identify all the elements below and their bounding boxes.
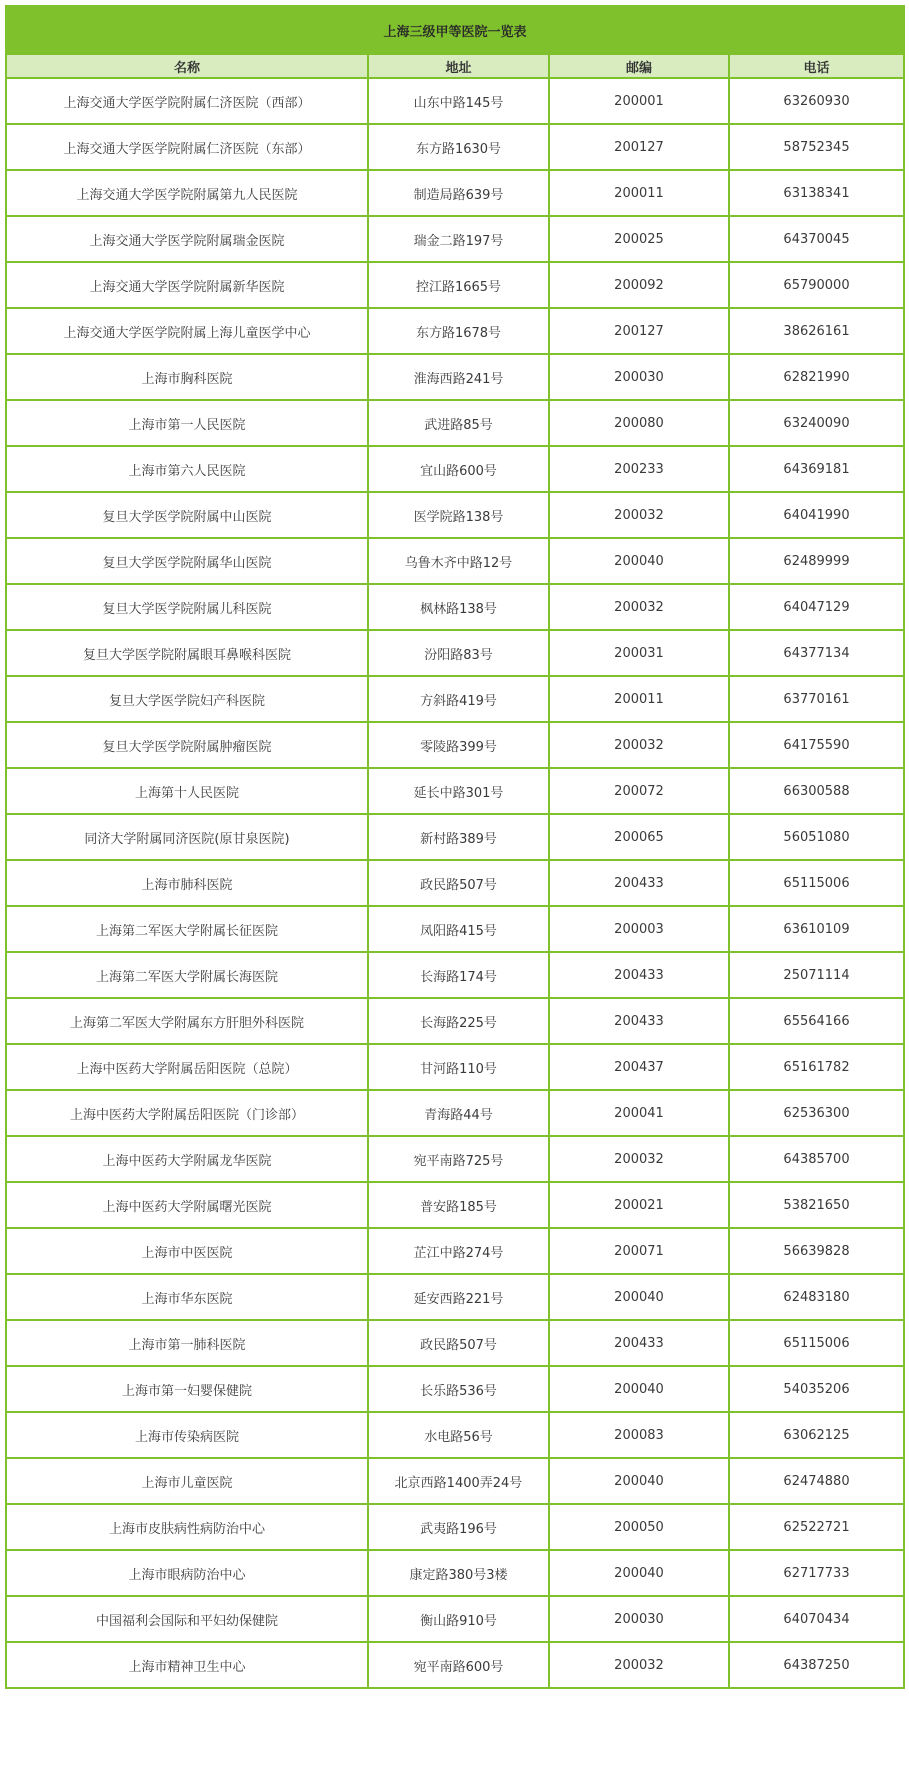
- cell-address: 衡山路910号: [368, 1596, 549, 1642]
- cell-postcode: 200233: [549, 446, 729, 492]
- table-title: 上海三级甲等医院一览表: [6, 6, 904, 54]
- table-row: [6, 1366, 904, 1412]
- cell-phone: 62483180: [729, 1274, 904, 1320]
- cell-name: 复旦大学医学院附属儿科医院: [6, 584, 368, 630]
- table-row: [6, 1136, 904, 1182]
- cell-address: 制造局路639号: [368, 170, 549, 216]
- cell-address: 宛平南路725号: [368, 1136, 549, 1182]
- header-row: [6, 54, 904, 78]
- cell-phone: 63770161: [729, 676, 904, 722]
- cell-name: 上海交通大学医学院附属仁济医院（西部）: [6, 78, 368, 124]
- title-row: [6, 6, 904, 54]
- column-header-address: 地址: [368, 54, 549, 78]
- table-row: [6, 1182, 904, 1228]
- cell-name: 上海交通大学医学院附属新华医院: [6, 262, 368, 308]
- cell-phone: 56639828: [729, 1228, 904, 1274]
- cell-address: 长海路174号: [368, 952, 549, 998]
- cell-address: 枫林路138号: [368, 584, 549, 630]
- table-row: [6, 1228, 904, 1274]
- table-row: [6, 170, 904, 216]
- table-row: [6, 630, 904, 676]
- cell-phone: 62821990: [729, 354, 904, 400]
- cell-address: 瑞金二路197号: [368, 216, 549, 262]
- cell-name: 上海市第六人民医院: [6, 446, 368, 492]
- cell-postcode: 200433: [549, 860, 729, 906]
- cell-phone: 65564166: [729, 998, 904, 1044]
- cell-phone: 54035206: [729, 1366, 904, 1412]
- cell-address: 武进路85号: [368, 400, 549, 446]
- cell-phone: 65790000: [729, 262, 904, 308]
- cell-name: 上海市儿童医院: [6, 1458, 368, 1504]
- cell-postcode: 200071: [549, 1228, 729, 1274]
- table-row: [6, 1090, 904, 1136]
- cell-phone: 25071114: [729, 952, 904, 998]
- cell-phone: 66300588: [729, 768, 904, 814]
- cell-name: 上海中医药大学附属曙光医院: [6, 1182, 368, 1228]
- cell-postcode: 200030: [549, 1596, 729, 1642]
- cell-postcode: 200021: [549, 1182, 729, 1228]
- cell-postcode: 200040: [549, 1458, 729, 1504]
- cell-name: 上海第二军医大学附属东方肝胆外科医院: [6, 998, 368, 1044]
- cell-phone: 58752345: [729, 124, 904, 170]
- table-row: [6, 538, 904, 584]
- table-row: [6, 1642, 904, 1688]
- cell-name: 中国福利会国际和平妇幼保健院: [6, 1596, 368, 1642]
- cell-postcode: 200127: [549, 124, 729, 170]
- table-row: [6, 768, 904, 814]
- cell-name: 复旦大学医学院附属华山医院: [6, 538, 368, 584]
- cell-postcode: 200032: [549, 1136, 729, 1182]
- cell-address: 武夷路196号: [368, 1504, 549, 1550]
- cell-name: 上海市第一肺科医院: [6, 1320, 368, 1366]
- cell-address: 山东中路145号: [368, 78, 549, 124]
- cell-address: 长乐路536号: [368, 1366, 549, 1412]
- cell-address: 淮海西路241号: [368, 354, 549, 400]
- table-row: [6, 354, 904, 400]
- cell-phone: 62717733: [729, 1550, 904, 1596]
- cell-address: 乌鲁木齐中路12号: [368, 538, 549, 584]
- cell-postcode: 200030: [549, 354, 729, 400]
- cell-address: 普安路185号: [368, 1182, 549, 1228]
- cell-name: 上海市第一妇婴保健院: [6, 1366, 368, 1412]
- cell-postcode: 200032: [549, 1642, 729, 1688]
- cell-address: 医学院路138号: [368, 492, 549, 538]
- cell-postcode: 200040: [549, 1366, 729, 1412]
- cell-address: 凤阳路415号: [368, 906, 549, 952]
- table-row: [6, 1504, 904, 1550]
- table-row: [6, 676, 904, 722]
- table-row: [6, 1596, 904, 1642]
- cell-name: 上海中医药大学附属岳阳医院（门诊部）: [6, 1090, 368, 1136]
- cell-phone: 62536300: [729, 1090, 904, 1136]
- cell-phone: 64047129: [729, 584, 904, 630]
- cell-name: 上海交通大学医学院附属瑞金医院: [6, 216, 368, 262]
- cell-phone: 63062125: [729, 1412, 904, 1458]
- cell-phone: 62522721: [729, 1504, 904, 1550]
- cell-phone: 62474880: [729, 1458, 904, 1504]
- cell-postcode: 200092: [549, 262, 729, 308]
- cell-phone: 65115006: [729, 860, 904, 906]
- cell-postcode: 200025: [549, 216, 729, 262]
- cell-postcode: 200031: [549, 630, 729, 676]
- cell-address: 宛平南路600号: [368, 1642, 549, 1688]
- cell-postcode: 200040: [549, 1274, 729, 1320]
- cell-name: 上海第二军医大学附属长征医院: [6, 906, 368, 952]
- table-row: [6, 860, 904, 906]
- cell-postcode: 200003: [549, 906, 729, 952]
- cell-name: 上海第二军医大学附属长海医院: [6, 952, 368, 998]
- column-header-postcode: 邮编: [549, 54, 729, 78]
- cell-postcode: 200032: [549, 722, 729, 768]
- cell-name: 上海市肺科医院: [6, 860, 368, 906]
- cell-phone: 63610109: [729, 906, 904, 952]
- cell-name: 上海市精神卫生中心: [6, 1642, 368, 1688]
- cell-phone: 63240090: [729, 400, 904, 446]
- cell-phone: 64041990: [729, 492, 904, 538]
- cell-phone: 65115006: [729, 1320, 904, 1366]
- cell-address: 新村路389号: [368, 814, 549, 860]
- cell-name: 上海中医药大学附属岳阳医院（总院）: [6, 1044, 368, 1090]
- cell-postcode: 200437: [549, 1044, 729, 1090]
- cell-postcode: 200433: [549, 952, 729, 998]
- cell-postcode: 200072: [549, 768, 729, 814]
- table-row: [6, 78, 904, 124]
- table-row: [6, 814, 904, 860]
- cell-name: 上海中医药大学附属龙华医院: [6, 1136, 368, 1182]
- cell-postcode: 200433: [549, 1320, 729, 1366]
- table-row: [6, 584, 904, 630]
- cell-address: 东方路1678号: [368, 308, 549, 354]
- cell-name: 上海市传染病医院: [6, 1412, 368, 1458]
- table-row: [6, 1274, 904, 1320]
- cell-address: 北京西路1400弄24号: [368, 1458, 549, 1504]
- cell-postcode: 200011: [549, 676, 729, 722]
- table-row: [6, 446, 904, 492]
- cell-address: 水电路56号: [368, 1412, 549, 1458]
- cell-postcode: 200083: [549, 1412, 729, 1458]
- table-row: [6, 492, 904, 538]
- cell-name: 复旦大学医学院附属中山医院: [6, 492, 368, 538]
- cell-phone: 64377134: [729, 630, 904, 676]
- cell-name: 复旦大学医学院附属眼耳鼻喉科医院: [6, 630, 368, 676]
- column-header-phone: 电话: [729, 54, 904, 78]
- cell-address: 政民路507号: [368, 860, 549, 906]
- cell-name: 同济大学附属同济医院(原甘泉医院): [6, 814, 368, 860]
- cell-address: 政民路507号: [368, 1320, 549, 1366]
- table-row: [6, 1550, 904, 1596]
- cell-phone: 64070434: [729, 1596, 904, 1642]
- cell-address: 宜山路600号: [368, 446, 549, 492]
- cell-phone: 64175590: [729, 722, 904, 768]
- cell-postcode: 200001: [549, 78, 729, 124]
- cell-postcode: 200065: [549, 814, 729, 860]
- table-row: [6, 1412, 904, 1458]
- cell-name: 上海市中医医院: [6, 1228, 368, 1274]
- cell-name: 上海交通大学医学院附属第九人民医院: [6, 170, 368, 216]
- cell-address: 控江路1665号: [368, 262, 549, 308]
- cell-address: 方斜路419号: [368, 676, 549, 722]
- cell-postcode: 200040: [549, 538, 729, 584]
- cell-name: 复旦大学医学院附属肿瘤医院: [6, 722, 368, 768]
- table-row: [6, 308, 904, 354]
- cell-postcode: 200080: [549, 400, 729, 446]
- cell-postcode: 200011: [549, 170, 729, 216]
- cell-name: 上海交通大学医学院附属仁济医院（东部）: [6, 124, 368, 170]
- cell-phone: 64370045: [729, 216, 904, 262]
- cell-name: 上海市第一人民医院: [6, 400, 368, 446]
- cell-postcode: 200032: [549, 492, 729, 538]
- table-row: [6, 998, 904, 1044]
- cell-postcode: 200433: [549, 998, 729, 1044]
- cell-phone: 63138341: [729, 170, 904, 216]
- cell-phone: 62489999: [729, 538, 904, 584]
- cell-name: 上海市胸科医院: [6, 354, 368, 400]
- cell-phone: 64385700: [729, 1136, 904, 1182]
- cell-address: 康定路380号3楼: [368, 1550, 549, 1596]
- cell-address: 汾阳路83号: [368, 630, 549, 676]
- cell-postcode: 200041: [549, 1090, 729, 1136]
- table-row: [6, 952, 904, 998]
- cell-address: 芷江中路274号: [368, 1228, 549, 1274]
- table-body: [6, 78, 904, 1688]
- cell-address: 青海路44号: [368, 1090, 549, 1136]
- cell-phone: 53821650: [729, 1182, 904, 1228]
- hospital-table: [5, 5, 905, 1689]
- table-row: [6, 906, 904, 952]
- cell-postcode: 200127: [549, 308, 729, 354]
- cell-name: 上海市皮肤病性病防治中心: [6, 1504, 368, 1550]
- cell-name: 上海市眼病防治中心: [6, 1550, 368, 1596]
- cell-address: 延安西路221号: [368, 1274, 549, 1320]
- cell-name: 上海第十人民医院: [6, 768, 368, 814]
- cell-name: 复旦大学医学院妇产科医院: [6, 676, 368, 722]
- table-row: [6, 400, 904, 446]
- table-row: [6, 1320, 904, 1366]
- cell-postcode: 200050: [549, 1504, 729, 1550]
- cell-address: 零陵路399号: [368, 722, 549, 768]
- cell-phone: 56051080: [729, 814, 904, 860]
- cell-phone: 64387250: [729, 1642, 904, 1688]
- column-header-name: 名称: [6, 54, 368, 78]
- cell-address: 东方路1630号: [368, 124, 549, 170]
- cell-phone: 65161782: [729, 1044, 904, 1090]
- cell-postcode: 200040: [549, 1550, 729, 1596]
- table-row: [6, 1044, 904, 1090]
- table-row: [6, 722, 904, 768]
- table-row: [6, 124, 904, 170]
- cell-phone: 38626161: [729, 308, 904, 354]
- cell-postcode: 200032: [549, 584, 729, 630]
- table-row: [6, 1458, 904, 1504]
- table-row: [6, 216, 904, 262]
- cell-name: 上海市华东医院: [6, 1274, 368, 1320]
- cell-phone: 63260930: [729, 78, 904, 124]
- cell-phone: 64369181: [729, 446, 904, 492]
- cell-address: 甘河路110号: [368, 1044, 549, 1090]
- cell-address: 延长中路301号: [368, 768, 549, 814]
- table-row: [6, 262, 904, 308]
- cell-address: 长海路225号: [368, 998, 549, 1044]
- cell-name: 上海交通大学医学院附属上海儿童医学中心: [6, 308, 368, 354]
